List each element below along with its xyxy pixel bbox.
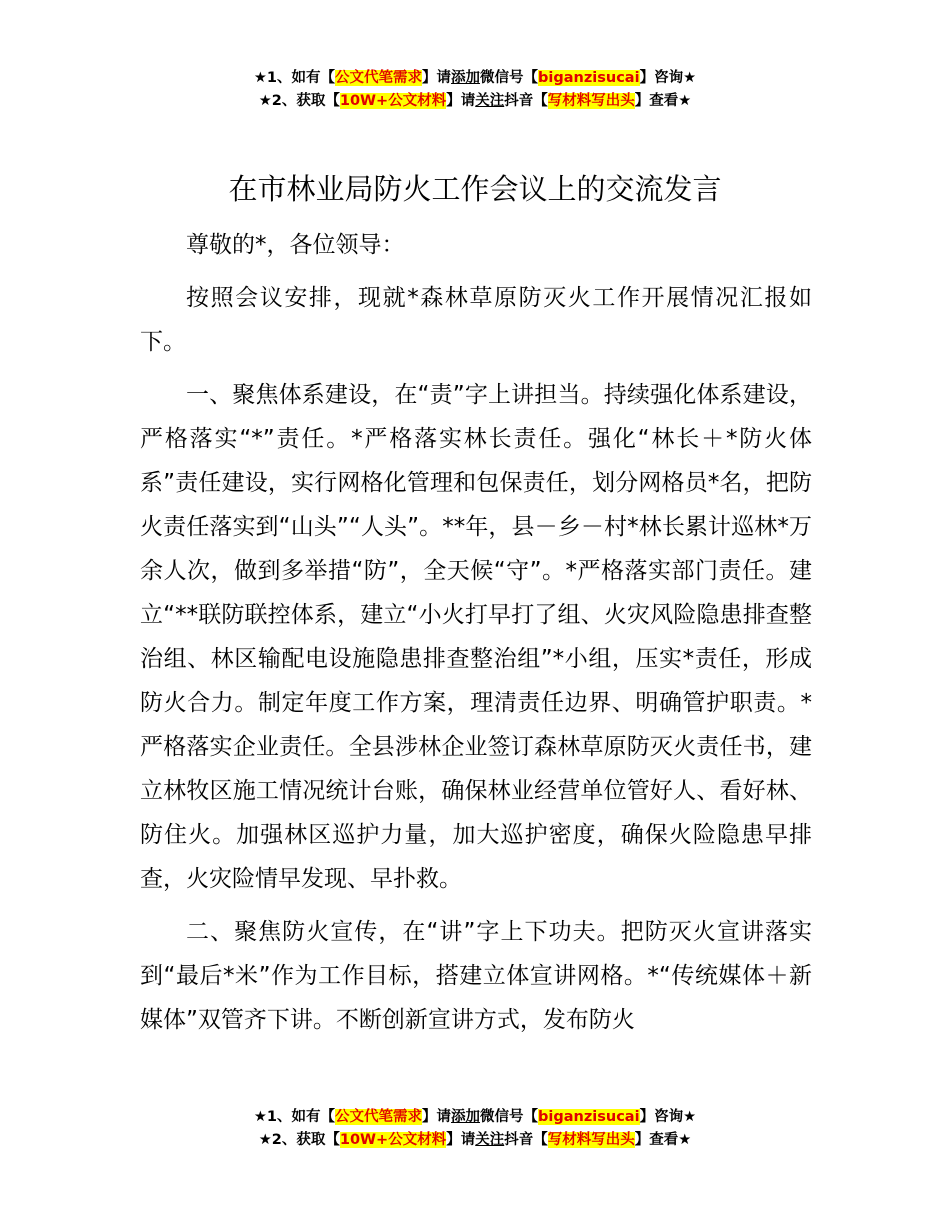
banner-text: ★1、如有【 xyxy=(253,70,336,86)
banner-text: 】请 xyxy=(422,1109,452,1125)
document-title: 在市林业局防火工作会议上的交流发言 xyxy=(228,172,722,206)
banner-highlight: 10W+公文材料 xyxy=(339,1132,447,1148)
document-body xyxy=(140,223,812,1042)
banner-highlight: 10W+公文材料 xyxy=(339,93,447,109)
banner-highlight: 写材料写出头 xyxy=(547,1132,635,1148)
banner-line-1 xyxy=(0,67,950,90)
banner-highlight: 写材料写出头 xyxy=(547,93,635,109)
banner-text: 微信号【 xyxy=(480,70,539,86)
banner-line-2 xyxy=(0,90,950,113)
banner-text: 】查看★ xyxy=(634,93,692,109)
paragraph-intro: 按照会议安排，现就*森林草原防灭火工作开展情况汇报如下。 xyxy=(140,285,812,355)
banner-text: 】查看★ xyxy=(634,1132,692,1148)
banner-text: ★2、获取【 xyxy=(258,93,340,109)
banner-highlight: biganzisucai xyxy=(538,1109,640,1125)
banner-text: 抖音【 xyxy=(504,1132,548,1148)
banner-text: 】请 xyxy=(422,70,452,86)
header-banner xyxy=(0,67,950,113)
banner-underline: 添加 xyxy=(451,1109,481,1125)
banner-highlight: 公文代笔需求 xyxy=(335,70,423,86)
banner-text: 微信号【 xyxy=(480,1109,539,1125)
banner-line-2 xyxy=(0,1129,950,1152)
banner-highlight: 公文代笔需求 xyxy=(335,1109,423,1125)
banner-text: 】咨询★ xyxy=(639,70,697,86)
banner-text: ★1、如有【 xyxy=(253,1109,336,1125)
banner-underline: 关注 xyxy=(475,93,505,109)
banner-underline: 关注 xyxy=(475,1132,505,1148)
paragraph-section-2: 二、聚焦防火宣传，在“讲”字上下功夫。把防灭火宣讲落实到“最后*米”作为工作目标，搭建立体宣讲网格。*“传统媒体＋新媒体”双管齐下讲。不断创新宣讲方式，发布防火 xyxy=(140,919,812,1033)
salutation: 尊敬的*，各位领导： xyxy=(186,232,405,258)
banner-text: 】咨询★ xyxy=(639,1109,697,1125)
banner-text: 】请 xyxy=(446,1132,476,1148)
banner-text: 】请 xyxy=(446,93,476,109)
footer-banner xyxy=(0,1106,950,1152)
banner-highlight: biganzisucai xyxy=(538,70,640,86)
banner-text: 抖音【 xyxy=(504,93,548,109)
banner-text: ★2、获取【 xyxy=(258,1132,340,1148)
paragraph-section-1: 一、聚焦体系建设，在“责”字上讲担当。持续强化体系建设，严格落实“*”责任。*严格落实林长责任。强化“林长＋*防火体系”责任建设，实行网格化管理和包保责任，划分网格员*名，把防火责任落实到“山头”“人头”。**年，县－乡－村*林长累计巡林*万余人次，做到多举措“防”，全天候“守”。*严格落实部门责任。建立“**联防联控体系，建立“小火打早打了组、火灾风险隐患排查整治组、林区输配电设施隐患排查整治组”*小组，压实*责任，形成防火合力。制定年度工作方案，理清责任边界、明确管护职责。*严格落实企业责任。全县涉林企业签订森林草原防灭火责任书，建立林牧区施工情况统计台账，确保林业经营单位管好人、看好林、防住火。加强林区巡护力量，加大巡护密度，确保火险隐患早排查，火灾险情早发现、早扑救。 xyxy=(140,382,812,892)
banner-underline: 添加 xyxy=(451,70,481,86)
banner-line-1 xyxy=(0,1106,950,1129)
